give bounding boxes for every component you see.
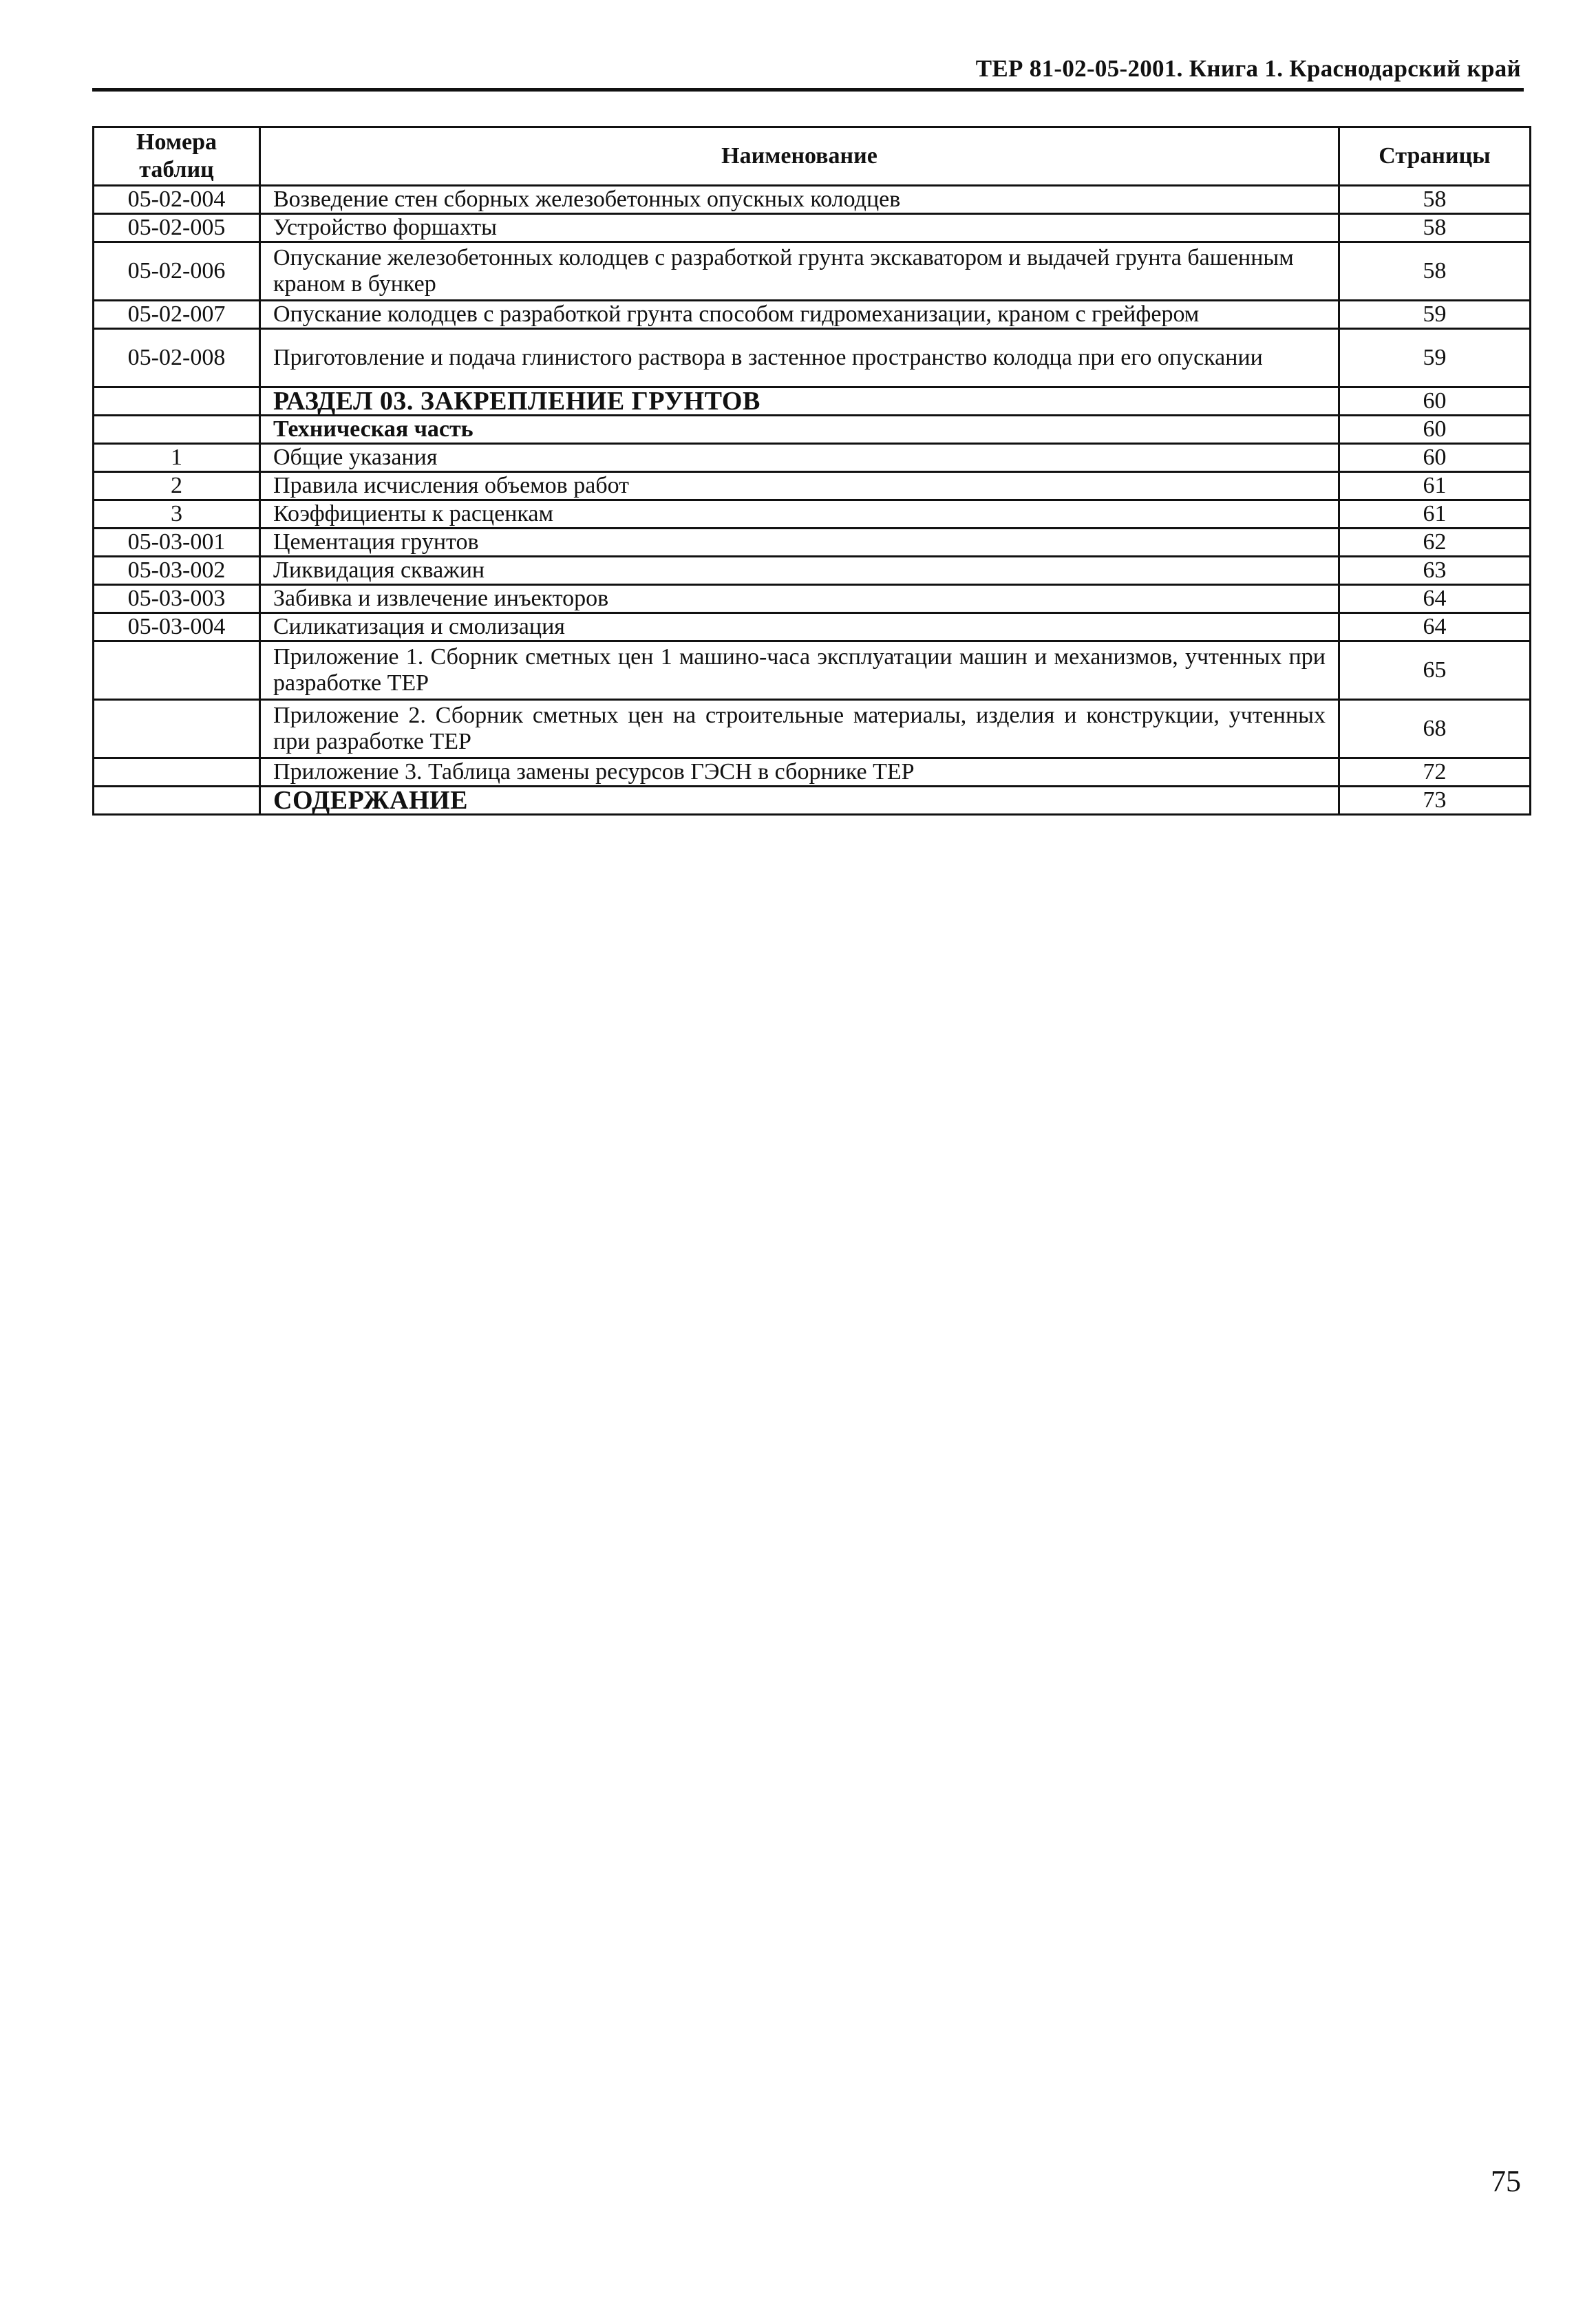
- page-cell: 60: [1339, 416, 1531, 444]
- subsection-row: [94, 416, 1531, 444]
- table-name-cell: Забивка и извлечение инъекторов: [260, 585, 1339, 613]
- table-name-cell: Устройство форшахты: [260, 214, 1339, 242]
- header-rule: [92, 88, 1524, 92]
- table-number-cell: 05-03-002: [94, 557, 260, 585]
- table-number-cell: 05-02-007: [94, 301, 260, 329]
- page-cell: 68: [1339, 700, 1531, 758]
- appendix-row: [94, 758, 1531, 787]
- section-title-cell: РАЗДЕЛ 03. ЗАКРЕПЛЕНИЕ ГРУНТОВ: [260, 387, 1339, 416]
- table-row: [94, 500, 1531, 529]
- page-cell: 64: [1339, 613, 1531, 641]
- table-number-cell: [94, 787, 260, 815]
- table-number-cell: 05-03-004: [94, 613, 260, 641]
- table-number-cell: 05-03-003: [94, 585, 260, 613]
- appendix-title-cell: Приложение 1. Сборник сметных цен 1 машино-часа эксплуатации машин и механизмов, учтенных при разработке ТЕР: [260, 641, 1339, 700]
- appendix-row: [94, 700, 1531, 758]
- page-cell: 61: [1339, 500, 1531, 529]
- page-cell: 62: [1339, 529, 1531, 557]
- table-number-cell: [94, 758, 260, 787]
- column-header-name: Наименование: [260, 127, 1339, 186]
- table-number-cell: 3: [94, 500, 260, 529]
- page-number: 75: [1491, 2164, 1521, 2198]
- table-row: [94, 301, 1531, 329]
- appendix-row: [94, 641, 1531, 700]
- contents-title-cell: СОДЕРЖАНИЕ: [260, 787, 1339, 815]
- page-cell: 64: [1339, 585, 1531, 613]
- table-row: [94, 557, 1531, 585]
- page-cell: 73: [1339, 787, 1531, 815]
- page-cell: 61: [1339, 472, 1531, 500]
- table-number-cell: 05-02-008: [94, 329, 260, 387]
- subsection-title-cell: Техническая часть: [260, 416, 1339, 444]
- table-row: [94, 529, 1531, 557]
- column-header-pages: Страницы: [1339, 127, 1531, 186]
- table-name-cell: Приготовление и подача глинистого раствора в застенное пространство колодца при его опускании: [260, 329, 1339, 387]
- table-row: [94, 472, 1531, 500]
- table-row: [94, 242, 1531, 301]
- page-cell: 58: [1339, 214, 1531, 242]
- table-number-cell: 05-02-004: [94, 186, 260, 214]
- table-name-cell: Опускание колодцев с разработкой грунта способом гидромеханизации, краном с грейфером: [260, 301, 1339, 329]
- page-cell: 58: [1339, 242, 1531, 301]
- table-number-cell: 1: [94, 444, 260, 472]
- section-row: [94, 387, 1531, 416]
- table-number-cell: [94, 416, 260, 444]
- table-row: [94, 186, 1531, 214]
- table-number-cell: [94, 387, 260, 416]
- appendix-title-cell: Приложение 3. Таблица замены ресурсов ГЭСН в сборнике ТЕР: [260, 758, 1339, 787]
- table-number-cell: 05-02-005: [94, 214, 260, 242]
- table-number-cell: [94, 641, 260, 700]
- section-row: [94, 787, 1531, 815]
- table-row: [94, 329, 1531, 387]
- table-number-cell: 05-03-001: [94, 529, 260, 557]
- page-cell: 59: [1339, 329, 1531, 387]
- table-row: [94, 585, 1531, 613]
- table-name-cell: Коэффициенты к расценкам: [260, 500, 1339, 529]
- table-name-cell: Возведение стен сборных железобетонных опускных колодцев: [260, 186, 1339, 214]
- table-name-cell: Цементация грунтов: [260, 529, 1339, 557]
- table-name-cell: Ликвидация скважин: [260, 557, 1339, 585]
- running-header: ТЕР 81-02-05-2001. Книга 1. Краснодарский край: [975, 55, 1521, 82]
- page-cell: 59: [1339, 301, 1531, 329]
- column-header-table-numbers: Номера таблиц: [94, 127, 260, 186]
- page-cell: 60: [1339, 387, 1531, 416]
- page-cell: 65: [1339, 641, 1531, 700]
- table-name-cell: Общие указания: [260, 444, 1339, 472]
- contents-table: [92, 126, 1531, 816]
- table-name-cell: Правила исчисления объемов работ: [260, 472, 1339, 500]
- page-cell: 60: [1339, 444, 1531, 472]
- table-row: [94, 613, 1531, 641]
- appendix-title-cell: Приложение 2. Сборник сметных цен на строительные материалы, изделия и конструкции, учтенных при разработке ТЕР: [260, 700, 1339, 758]
- table-row: [94, 444, 1531, 472]
- table-number-cell: [94, 700, 260, 758]
- page-cell: 58: [1339, 186, 1531, 214]
- table-number-cell: 2: [94, 472, 260, 500]
- page-cell: 63: [1339, 557, 1531, 585]
- table-name-cell: Силикатизация и смолизация: [260, 613, 1339, 641]
- page-cell: 72: [1339, 758, 1531, 787]
- table-number-cell: 05-02-006: [94, 242, 260, 301]
- table-row: [94, 214, 1531, 242]
- table-name-cell: Опускание железобетонных колодцев с разработкой грунта экскаватором и выдачей грунта башенным краном в бункер: [260, 242, 1339, 301]
